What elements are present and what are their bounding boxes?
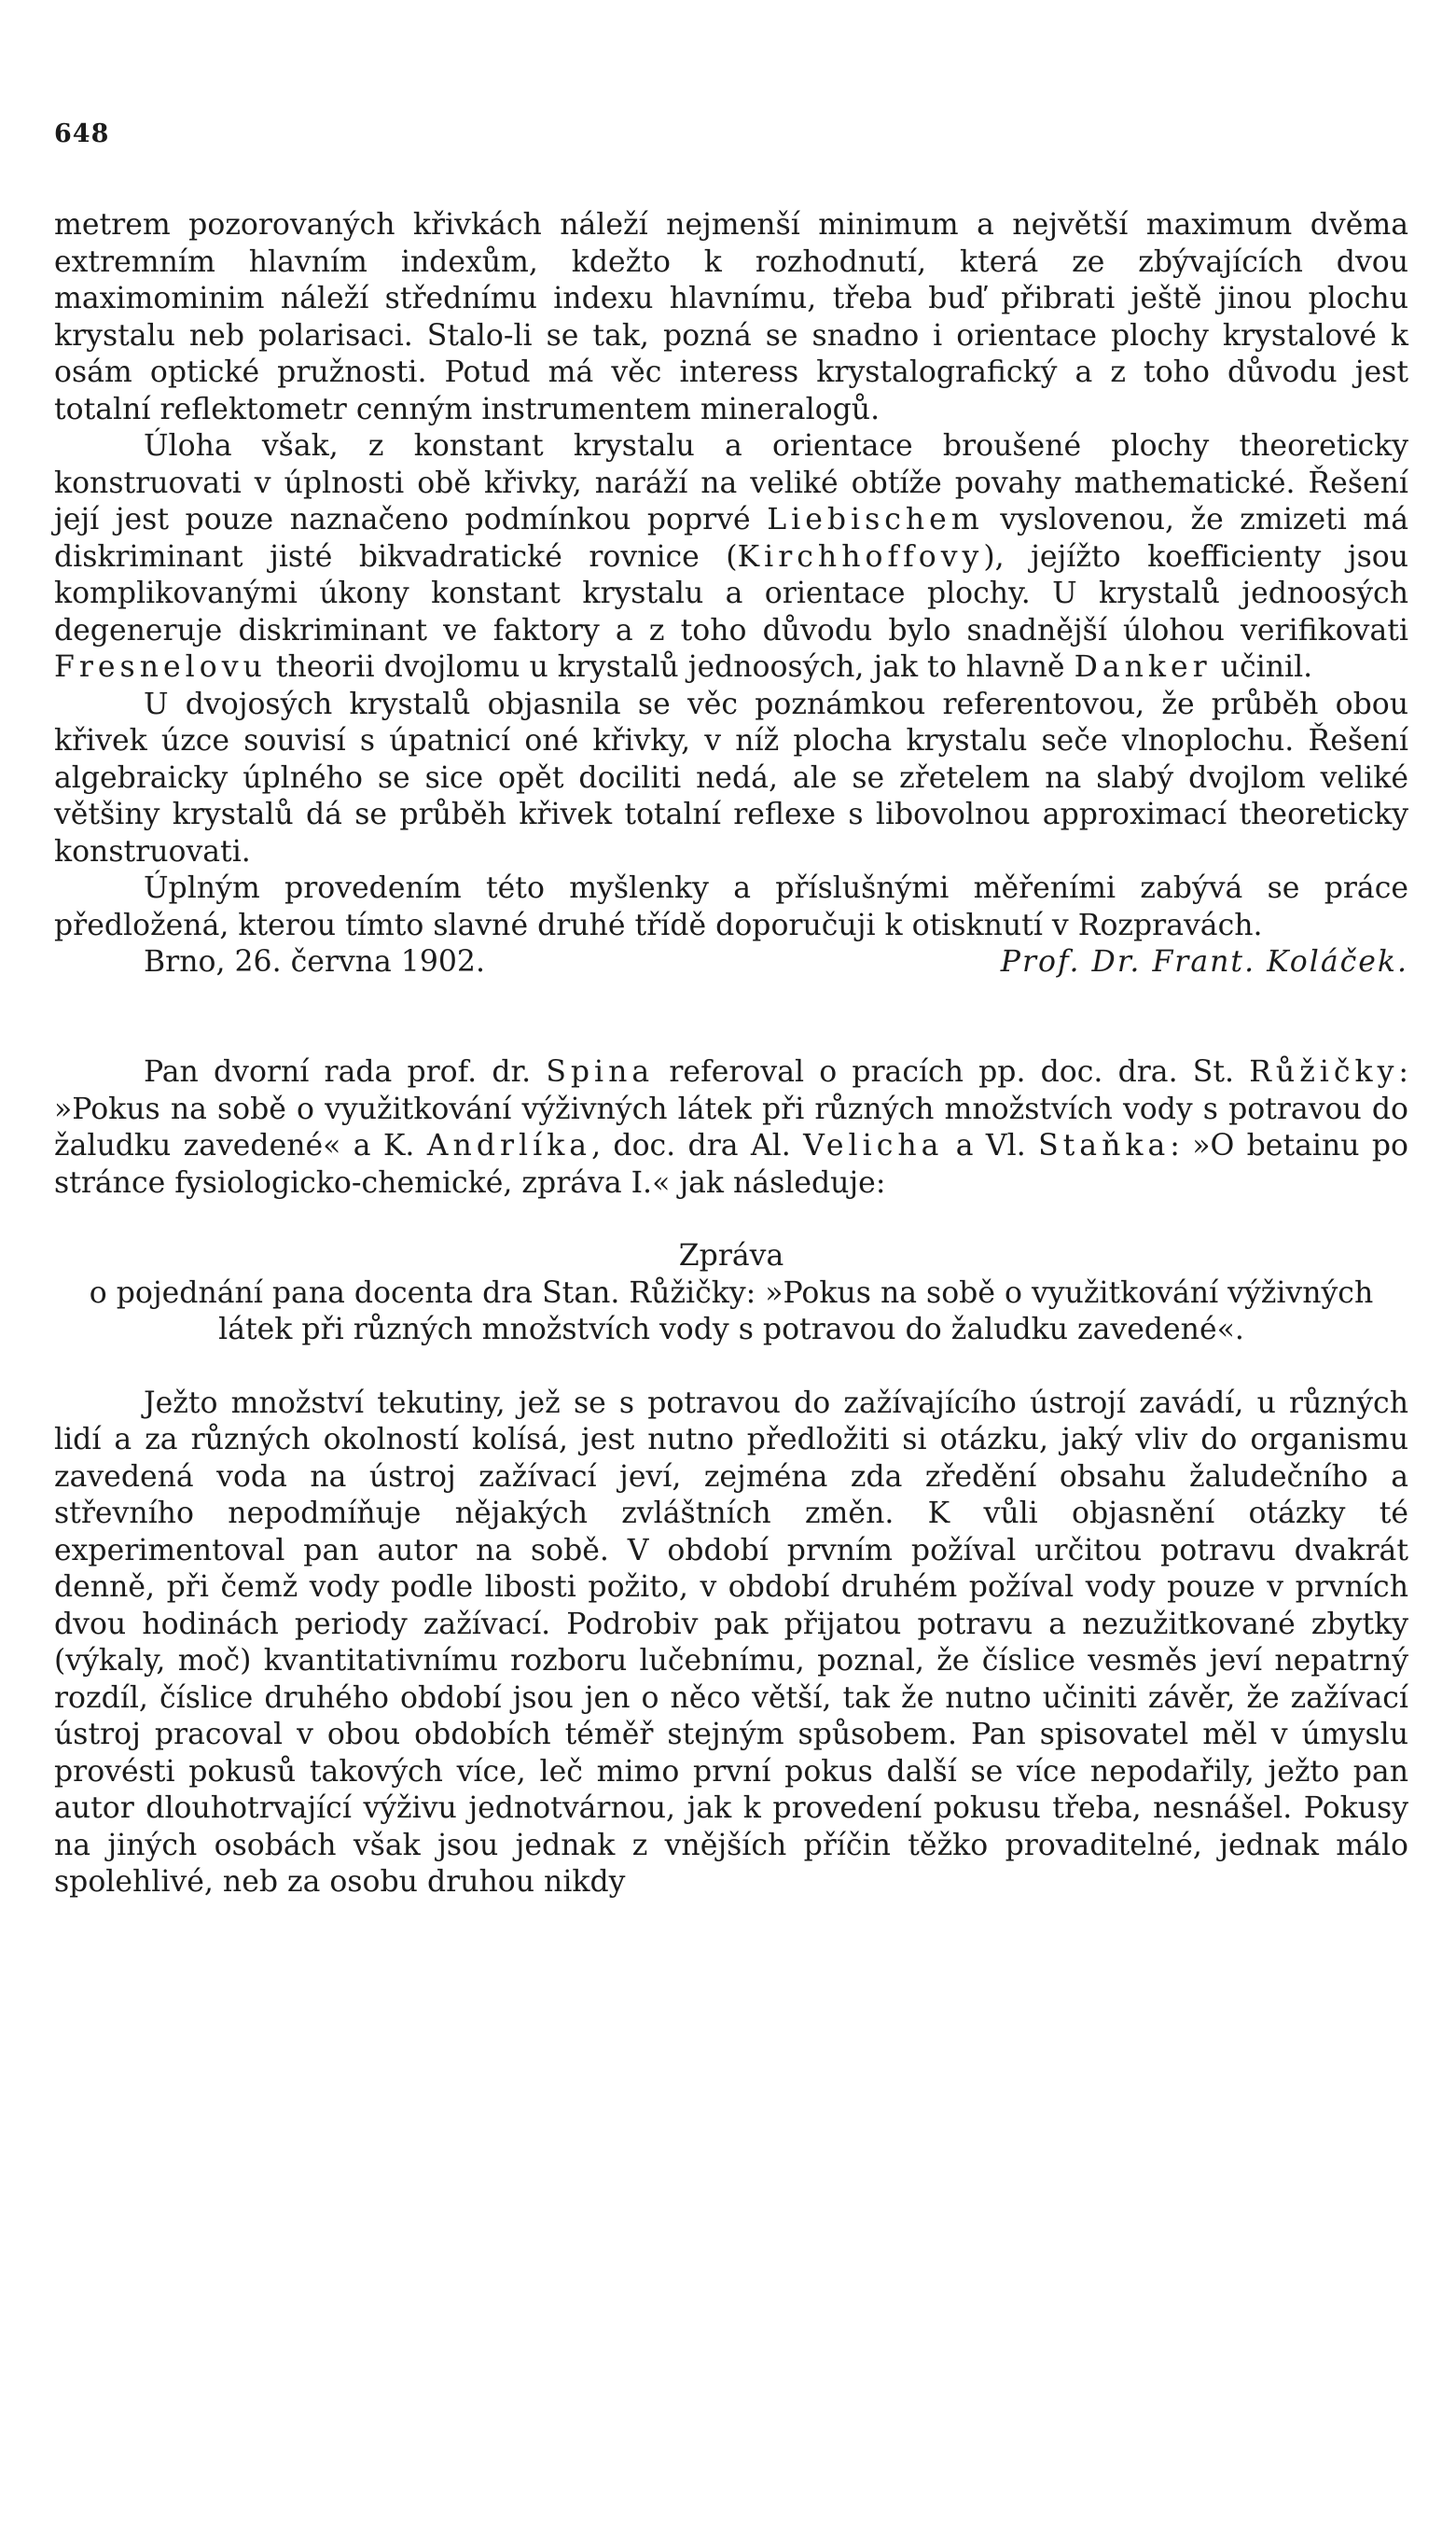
spacer bbox=[54, 982, 1408, 1054]
signature-line bbox=[54, 944, 1408, 982]
author-name: Staňka bbox=[1038, 1129, 1171, 1163]
text-run: vyslovenou, že zmizeti má diskriminant jisté bikvadratické rovnice ( bbox=[54, 503, 1408, 574]
text-run: theorii dvojlomu u krystalů jednoosých, jak to hlavně bbox=[275, 650, 1065, 684]
paragraph: metrem pozorovaných křivkách náleží nejmenší minimum a největší maximum dvěma extremním hlavním indexům, kdežto k rozhodnutí, která ze zbývajících dvou maximominim náleží střednímu indexu hlavnímu, třeba buď přibrati ještě jinou plochu krystalu neb polarisaci. Stalo-li se tak, pozná se snadno i orientace plochy krystalové k osám optické pružnosti. Potud má věc interess krystalografický a z toho důvodu jest totalní reflektometr cenným instrumentem mineralogů. bbox=[54, 208, 1408, 426]
spacer bbox=[54, 1202, 1408, 1238]
paragraph: U dvojosých krystalů objasnila se věc poznámkou referentovou, že průběh obou křivek úzce souvisí s úpatnicí oné křivky, v níž plocha krystalu seče vlnoplochu. Řešení algebraicky úplného se sice opět dociliti nedá, ale se zřetelem na slabý dvojlom veliké většiny krystalů dá se průběh křivek totalní reflexe s libovolnou approximací theoreticky konstruovati. bbox=[54, 687, 1408, 869]
text-run: : »Pokus na sobě o využitkování výživných látek při různých množstvích vody s potravou do žaludku zavedené« a K. bbox=[54, 1055, 1409, 1163]
paragraph bbox=[54, 1054, 1408, 1202]
paragraph: Úplným provedením této myšlenky a příslušnými měřeními zabývá se práce předložená, kterou tímto slavné druhé třídě doporučuji k otisknutí v Rozpravách. bbox=[54, 871, 1408, 942]
author-name: Kirchhoffovy bbox=[737, 539, 984, 574]
text-run: a Vl. bbox=[955, 1129, 1026, 1163]
text-run: Pan dvorní rada prof. dr. bbox=[144, 1055, 532, 1089]
main-text bbox=[54, 207, 1408, 1901]
text-run: referoval o pracích pp. doc. dra. St. bbox=[669, 1055, 1235, 1089]
author-name: Spina bbox=[546, 1055, 655, 1089]
report-subtitle: o pojednání pana docenta dra Stan. Růžičky: »Pokus na sobě o využitkování výživných látek při různých množstvích vody s potravou do žaludku zavedené«. bbox=[89, 1275, 1374, 1346]
text-run: učinil. bbox=[1220, 650, 1313, 684]
signature: Prof. Dr. Frant. Koláček. bbox=[1000, 945, 1408, 979]
author-name: Velicha bbox=[803, 1129, 944, 1163]
paragraph: Ježto množství tekutiny, jež se s potravou do zažívajícího ústrojí zavádí, u různých lidí a za různých okolností kolísá, jest nutno předložiti si otázku, jaký vliv do organismu zavedená voda na ústroj zažívací jeví, zejména zda zředění obsahu žaludečního a střevního nepodmíňuje nějakých zvláštních změn. K vůli objasnění otázky té experimentoval pan autor na sobě. V období prvním požíval určitou potravu dvakrát denně, při čemž vody podle libosti požito, v období druhém požíval vody pouze v prvních dvou hodinách periody zažívací. Podrobiv pak přijatou potravu a nezužitkované zbytky (výkaly, moč) kvantitativnímu rozboru lučebnímu, poznal, že číslice vesměs jeví nepatrný rozdíl, číslice druhého období jsou jen o něco větší, tak že nutno učiniti závěr, že zažívací ústroj pracoval v obou obdobích téměř stejným spůsobem. Pan spisovatel měl v úmyslu provésti pokusů takových více, leč mimo první pokus další se více nepodařily, ježto pan autor dlouhotrvající výživu jednotvárnou, jak k provedení pokusu třeba, nesnášel. Pokusy na jiných osobách však jsou jednak z vnějších příčin těžko provaditelné, jednak málo spolehlivé, neb za osobu druhou nikdy bbox=[54, 1386, 1408, 1899]
text-run: Úloha však, z konstant krystalu a orientace broušené plochy theoreticky konstruovati v úplnosti obě křivky, naráží na veliké obtíže povahy mathematické. Řešení její jest pouze naznačeno podmínkou poprvé bbox=[54, 429, 1408, 536]
text-run: , doc. dra Al. bbox=[591, 1129, 791, 1163]
report-title: Zpráva bbox=[678, 1239, 784, 1273]
page-number: 648 bbox=[54, 119, 110, 148]
text-run: ), jejížto koefficienty jsou komplikovanými úkony konstant krystalu a orientace plochy. U krystalů jednoosých degeneruje diskriminant ve faktory a z toho důvodu bylo snadnější úlohou verifikovati bbox=[54, 539, 1408, 648]
spacer bbox=[54, 1349, 1408, 1386]
author-name: Liebischem bbox=[767, 503, 984, 536]
paragraph bbox=[54, 428, 1408, 687]
author-name: Andrlíka bbox=[426, 1129, 592, 1163]
place-date: Brno, 26. června 1902. bbox=[144, 945, 485, 979]
author-name: Fresnelovu bbox=[54, 650, 267, 684]
text-run: : »O betainu po stránce fysiologicko-chemické, zpráva I.« jak následuje: bbox=[54, 1129, 1408, 1200]
author-name: Danker bbox=[1074, 650, 1212, 684]
author-name: Růžičky bbox=[1249, 1055, 1399, 1089]
